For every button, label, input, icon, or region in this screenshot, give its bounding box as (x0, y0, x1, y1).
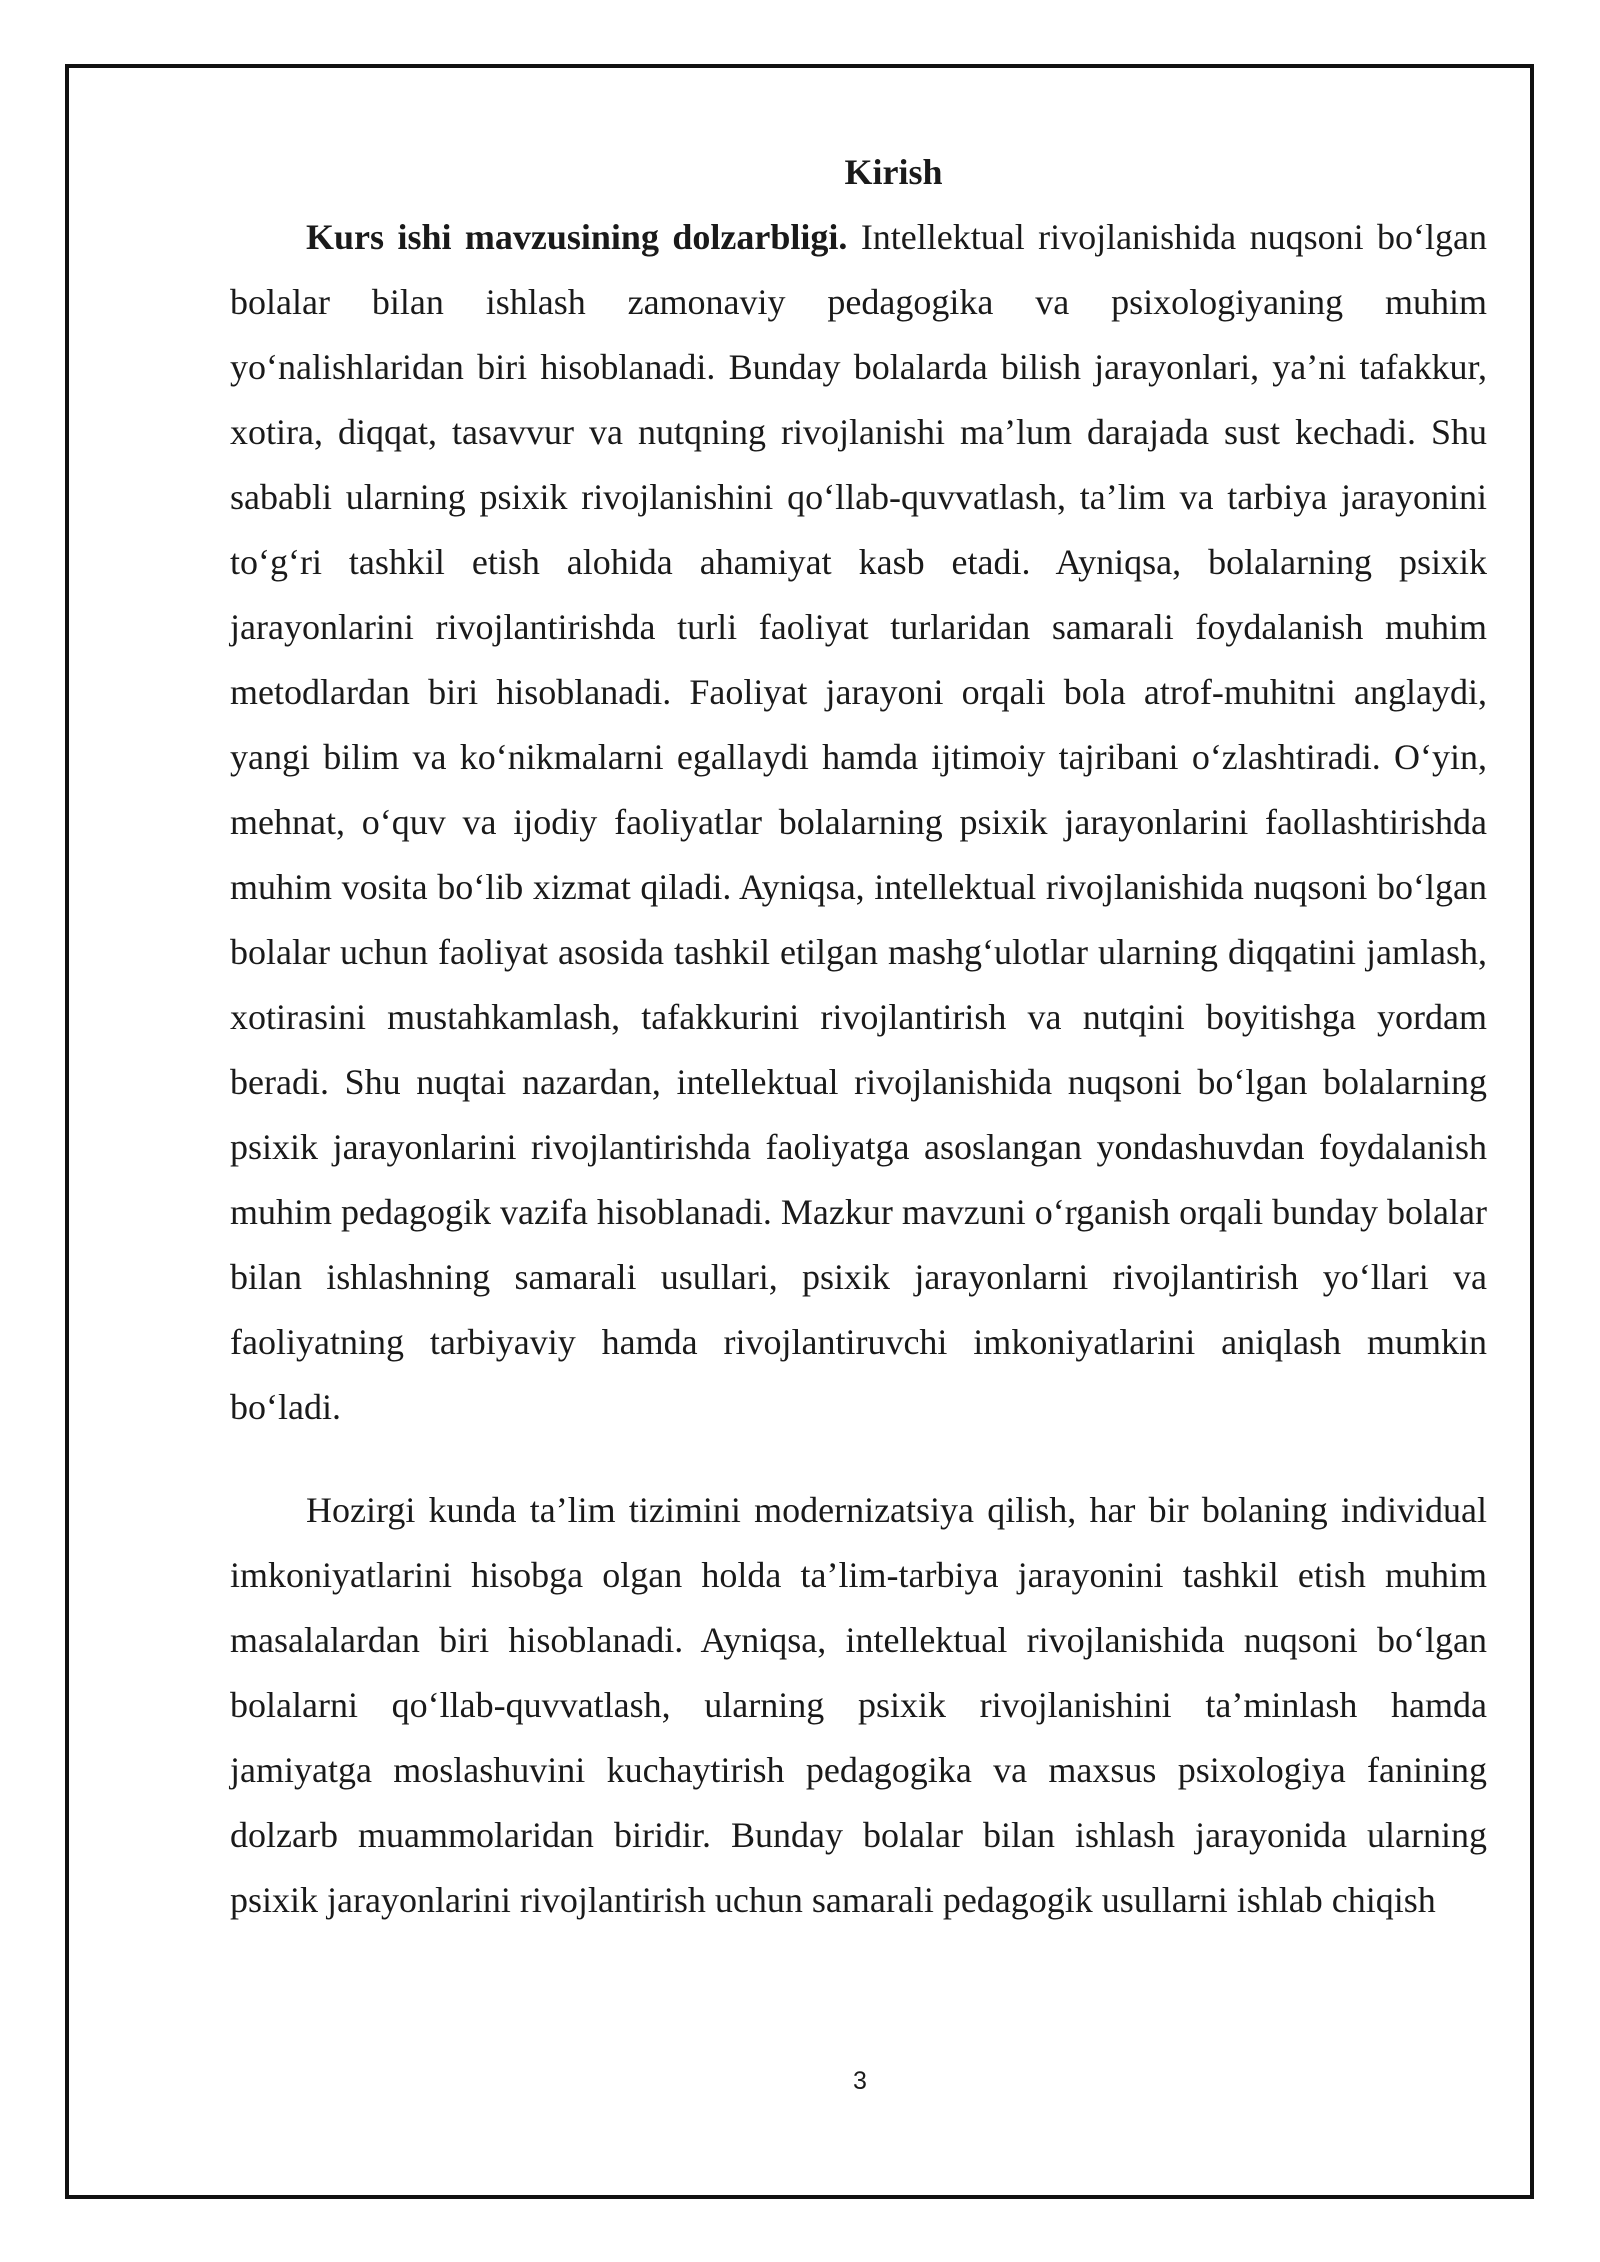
paragraph-lead: Kurs ishi mavzusining dolzarbligi. (306, 217, 848, 257)
paragraph-modernization (230, 1478, 1487, 1933)
page-number: 3 (853, 2067, 867, 2095)
paragraph-relevance (230, 205, 1487, 1440)
section-heading: Kirish (844, 152, 943, 192)
paragraph-text: Hozirgi kunda ta’lim tizimini modernizatsiya qilish, har bir bolaning individual imkoniyatlarini hisobga olgan holda ta’lim-tarbiya jarayonini tashkil etish muhim masalalardan biri hisoblanadi. Ayniqsa, intellektual rivojlanishida nuqsoni bo‘lgan bolalarni qo‘llab-quvvatlash, ularning psixik rivojlanishini ta’minlash hamda jamiyatga moslashuvini kuchaytirish pedagogika va maxsus psixologiya fanining dolzarb muammolaridan biridir. Bunday bolalar bilan ishlash jarayonida ularning psixik jarayonlarini rivojlantirish uchun samarali pedagogik usullarni ishlab chiqish (230, 1490, 1487, 1920)
paragraph-text: Intellektual rivojlanishida nuqsoni bo‘lgan bolalar bilan ishlash zamonaviy pedagogika va psixologiyaning muhim yo‘nalishlaridan biri hisoblanadi. Bunday bolalarda bilish jarayonlari, ya’ni tafakkur, xotira, diqqat, tasavvur va nutqning rivojlanishi ma’lum darajada sust kechadi. Shu sababli ularning psixik rivojlanishini qo‘llab-quvvatlash, ta’lim va tarbiya jarayonini to‘g‘ri tashkil etish alohida ahamiyat kasb etadi. Ayniqsa, bolalarning psixik jarayonlarini rivojlantirishda turli faoliyat turlaridan samarali foydalanish muhim metodlardan biri hisoblanadi. Faoliyat jarayoni orqali bola atrof-muhitni anglaydi, yangi bilim va ko‘nikmalarni egallaydi hamda ijtimoiy tajribani o‘zlashtiradi. O‘yin, mehnat, o‘quv va ijodiy faoliyatlar bolalarning psixik jarayonlarini faollashtirishda muhim vosita bo‘lib xizmat qiladi. Ayniqsa, intellektual rivojlanishida nuqsoni bo‘lgan bolalar uchun faoliyat asosida tashkil etilgan mashg‘ulotlar ularning diqqatini jamlash, xotirasini mustahkamlash, tafakkurini rivojlantirish va nutqini boyitishga yordam beradi. Shu nuqtai nazardan, intellektual rivojlanishida nuqsoni bo‘lgan bolalarning psixik jarayonlarini rivojlantirishda faoliyatga asoslangan yondashuvdan foydalanish muhim pedagogik vazifa hisoblanadi. Mazkur mavzuni o‘rganish orqali bunday bolalar bilan ishlashning samarali usullari, psixik jarayonlarni rivojlantirish yo‘llari va faoliyatning tarbiyaviy hamda rivojlantiruvchi imkoniyatlarini aniqlash mumkin bo‘ladi. (230, 217, 1487, 1427)
document-body (230, 140, 1487, 1933)
